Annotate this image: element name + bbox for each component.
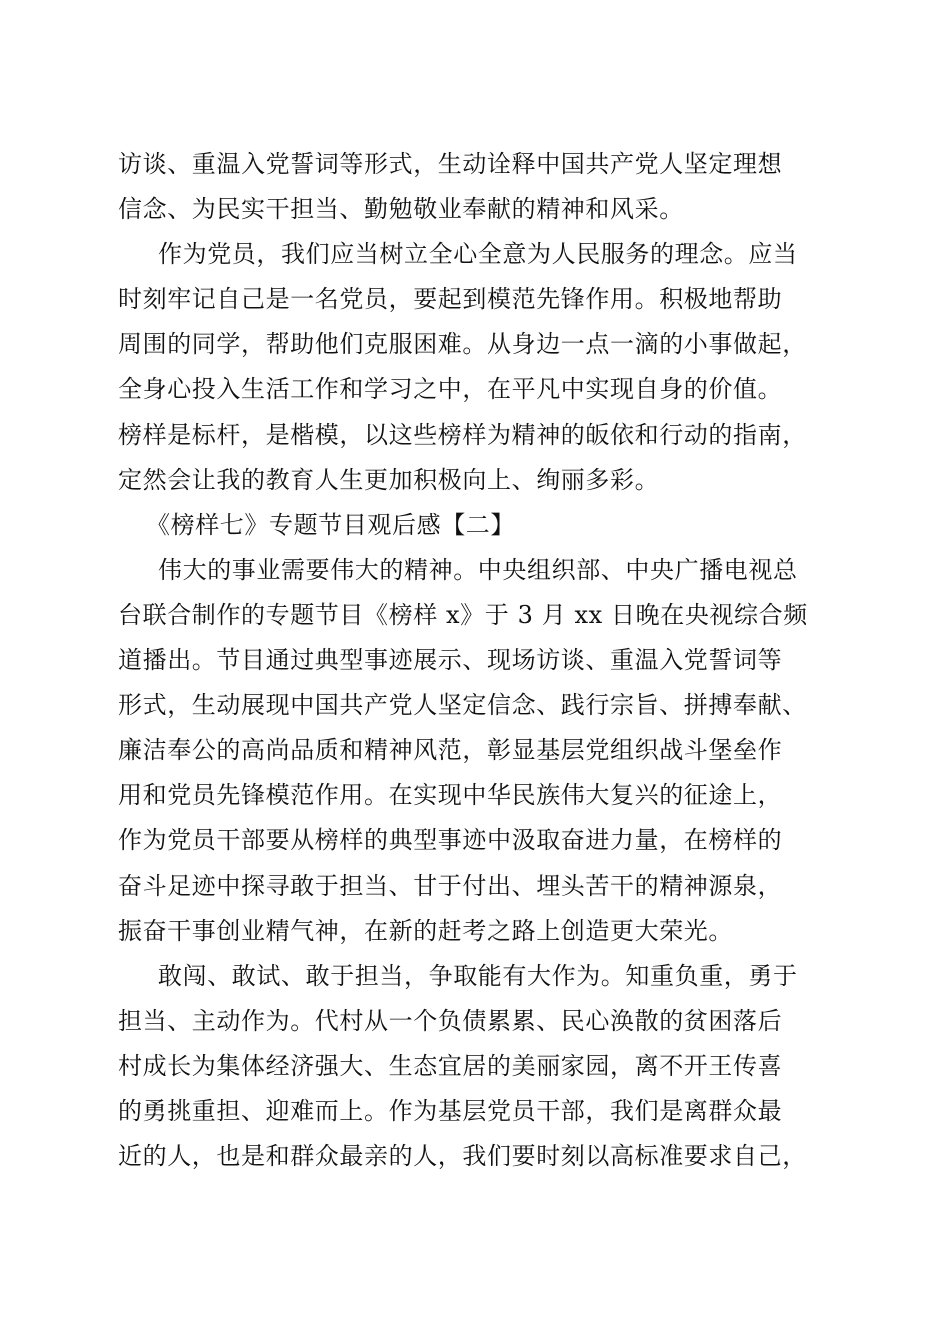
text-line: 用和党员先锋模范作用。在实现中华民族伟大复兴的征途上， <box>118 781 783 810</box>
text-line: 作为党员，我们应当树立全心全意为人民服务的理念。应当 <box>158 240 798 269</box>
text-line: 敢闯、敢试、敢于担当，争取能有大作为。知重负重，勇于 <box>158 961 798 990</box>
text-line: 担当、主动作为。代村从一个负债累累、民心涣散的贫困落后 <box>118 1006 783 1035</box>
section-heading: 《榜样七》专题节目观后感【二】 <box>146 510 515 539</box>
text-line: 访谈、重温入党誓词等形式，生动诠释中国共产党人坚定理想 <box>118 150 783 178</box>
text-line: 周围的同学，帮助他们克服困难。从身边一点一滴的小事做起， <box>118 330 807 359</box>
text-line: 台联合制作的专题节目《榜样 x》于 3 月 xx 日晚在央视综合频 <box>118 600 808 629</box>
text-line: 信念、为民实干担当、勤勉敬业奉献的精神和风采。 <box>118 195 684 224</box>
text-line: 形式，生动展现中国共产党人坚定信念、践行宗旨、拼搏奉献、 <box>118 691 807 720</box>
text-line: 伟大的事业需要伟大的精神。中央组织部、中央广播电视总 <box>158 555 798 584</box>
text-line: 振奋干事创业精气神，在新的赶考之路上创造更大荣光。 <box>118 916 733 945</box>
paragraph-2 <box>118 232 848 503</box>
text-line: 定然会让我的教育人生更加积极向上、绚丽多彩。 <box>118 465 660 494</box>
text-line: 全身心投入生活工作和学习之中，在平凡中实现自身的价值。 <box>118 375 783 404</box>
text-line: 奋斗足迹中探寻敢于担当、甘于付出、埋头苦干的精神源泉， <box>118 871 783 900</box>
text-line: 村成长为集体经济强大、生态宜居的美丽家园，离不开王传喜 <box>118 1051 783 1080</box>
text-line: 榜样是标杆，是楷模，以这些榜样为精神的皈依和行动的指南， <box>118 420 807 449</box>
text-line: 时刻牢记自己是一名党员，要起到模范先锋作用。积极地帮助 <box>118 285 783 314</box>
document-body <box>118 142 848 1179</box>
paragraph-4 <box>118 954 848 1179</box>
text-line: 近的人，也是和群众最亲的人，我们要时刻以高标准要求自己， <box>118 1142 807 1171</box>
text-line: 作为党员干部要从榜样的典型事迹中汲取奋进力量，在榜样的 <box>118 826 783 855</box>
text-line: 廉洁奉公的高尚品质和精神风范，彰显基层党组织战斗堡垒作 <box>118 736 783 765</box>
text-line: 的勇挑重担、迎难而上。作为基层党员干部，我们是离群众最 <box>118 1096 783 1125</box>
paragraph-3 <box>118 548 848 954</box>
paragraph-1 <box>118 142 848 232</box>
text-line: 道播出。节目通过典型事迹展示、现场访谈、重温入党誓词等 <box>118 646 783 675</box>
